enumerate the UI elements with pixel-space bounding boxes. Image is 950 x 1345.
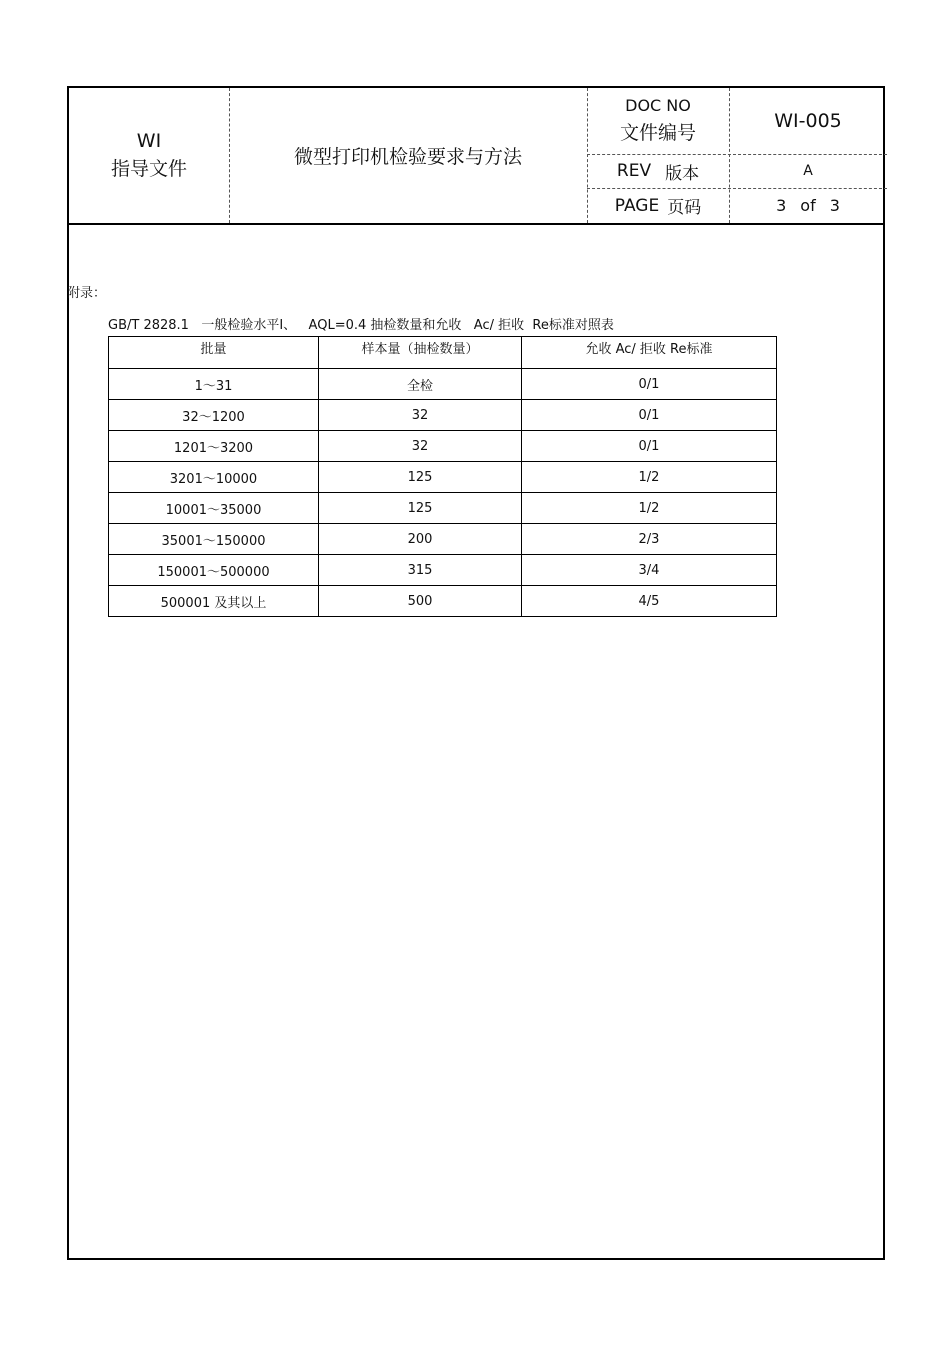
ac-re-cell: 1/2 (522, 493, 777, 524)
ac-re-cell: 1/2 (522, 462, 777, 493)
doc-no-label-cn: 文件编号 (619, 122, 696, 144)
rev-label-cn: 版本 (665, 163, 700, 184)
ac-re-cell: 0/1 (522, 431, 777, 462)
ac-re-cell: 0/1 (522, 369, 777, 400)
page-label-cn: 页码 (667, 198, 702, 218)
appendix-label: 附录： (67, 286, 107, 301)
doc-no-label (587, 88, 729, 154)
wi-name: 指导文件 (110, 157, 187, 180)
table-row (109, 555, 777, 586)
page-label-en: PAGE (614, 195, 660, 216)
table-row (109, 493, 777, 524)
doc-no-label-en: DOC NO (625, 96, 691, 115)
page-of: of (800, 196, 816, 215)
sample-size-cell: 32 (319, 400, 522, 431)
table-row (109, 369, 777, 400)
table-caption: GB/T 2828.1 一般检验水平Ⅰ、 AQL=0.4 抽检数量和允收 Ac/ 拒收 Re标准对照表 (108, 318, 614, 333)
table-row (109, 586, 777, 617)
column-header-sample-size: 样本量（抽检数量） (319, 337, 522, 369)
page-value (729, 188, 887, 223)
page-label (587, 188, 729, 223)
sample-size-cell: 125 (319, 462, 522, 493)
table-row (109, 462, 777, 493)
document-title: 微型打印机检验要求与方法 (293, 146, 522, 168)
sample-size-cell: 315 (319, 555, 522, 586)
sample-size-cell: 全检 (319, 369, 522, 400)
sample-size-cell: 32 (319, 431, 522, 462)
column-header-ac-re: 允收 Ac/ 拒收 Re标准 (522, 337, 777, 369)
lot-size-cell: 150001～500000 (109, 555, 319, 586)
page-total: 3 (829, 196, 840, 215)
lot-size-cell: 35001～150000 (109, 524, 319, 555)
lot-size-cell: 500001 及其以上 (109, 586, 319, 617)
sample-size-cell: 125 (319, 493, 522, 524)
lot-size-cell: 32～1200 (109, 400, 319, 431)
doc-no-value: WI-005 (774, 110, 842, 132)
lot-size-cell: 10001～35000 (109, 493, 319, 524)
aql-table (108, 336, 777, 617)
ac-re-cell: 0/1 (522, 400, 777, 431)
rev-value: A (803, 163, 813, 179)
lot-size-cell: 1201～3200 (109, 431, 319, 462)
lot-size-cell: 1～31 (109, 369, 319, 400)
table-header-row (109, 337, 777, 369)
ac-re-cell: 2/3 (522, 524, 777, 555)
sample-size-cell: 500 (319, 586, 522, 617)
ac-re-cell: 3/4 (522, 555, 777, 586)
column-header-lot-size: 批量 (109, 337, 319, 369)
table-row (109, 400, 777, 431)
wi-label (69, 88, 229, 223)
page-current: 3 (776, 196, 787, 215)
ac-re-cell: 4/5 (522, 586, 777, 617)
table-row (109, 431, 777, 462)
table-row (109, 524, 777, 555)
document-frame (67, 86, 885, 1260)
rev-label (587, 154, 729, 188)
lot-size-cell: 3201～10000 (109, 462, 319, 493)
document-header (69, 88, 883, 225)
rev-label-en: REV (616, 161, 652, 181)
wi-code: WI (136, 129, 162, 152)
sample-size-cell: 200 (319, 524, 522, 555)
